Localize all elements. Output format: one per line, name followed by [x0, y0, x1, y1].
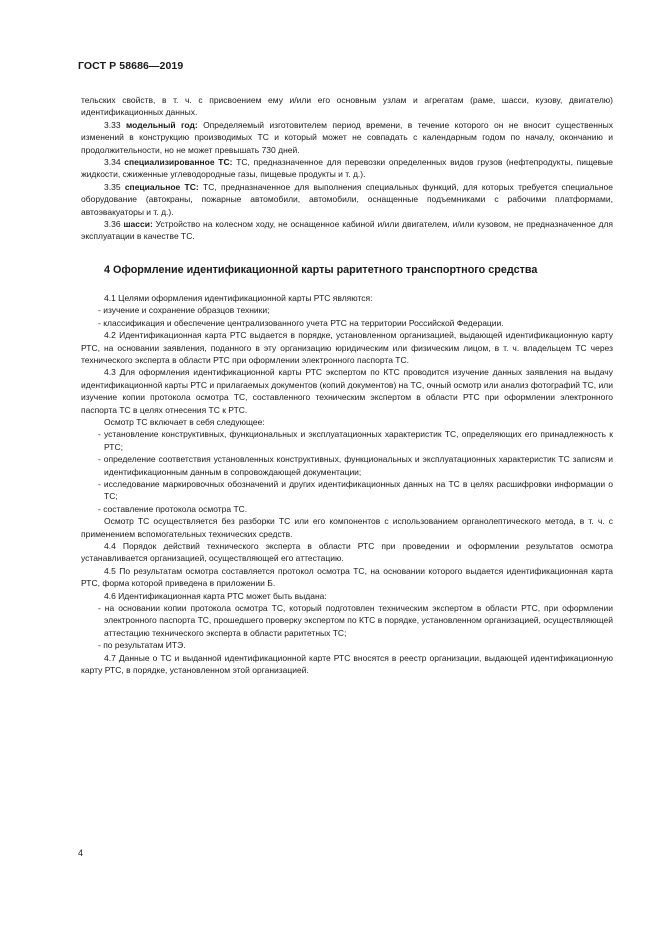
paragraph: 4.7 Данные о ТС и выданной идентификационной карте РТС вносятся в реестр организации, выдающей идентификационную карту РТС, в порядке, установленном этой организацией.	[81, 652, 613, 676]
definition-term: специальное ТС:	[124, 181, 199, 192]
definition-term: шасси:	[123, 219, 153, 230]
list-item: - исследование маркировочных обозначений и других идентификационных данных на ТС в целях расшифровки информации о ТС;	[98, 478, 613, 502]
page-number: 4	[78, 848, 84, 858]
paragraph: 4.3 Для оформления идентификационной карты РТС экспертом по КТС проводится изучение данных заявления на выдачу идентификационной карты РТС и прилагаемых документов (копий документов) на ТС, очный осмотр или анализ фотографий ТС, или изучение копии протокола осмотра ТС, составленного техническим экспертом в области РТС при оформлении электронного паспорта ТС в целях отнесения ТС к РТС.	[81, 367, 613, 415]
paragraph: 4.1 Целями оформления идентификационной карты РТС являются:	[104, 292, 373, 303]
list-item: - на основании копии протокола осмотра ТС, который подготовлен техническим экспертом в области РТС, при оформлении электронного паспорта ТС, прошедшего проверку экспертом по КТС в порядке, установленном организацией, осуществляющей аттестацию технического эксперта в области раритетных ТС;	[98, 603, 613, 638]
definition-term: специализированное ТС:	[124, 157, 233, 168]
section-heading: 4 Оформление идентификационной карты раритетного транспортного средства	[104, 263, 538, 276]
list-item: - установление конструктивных, функциональных и эксплуатационных характеристик ТС, определяющих его принадлежность к РТС;	[98, 429, 613, 452]
document-body	[81, 94, 613, 676]
definition-number: 3.35	[104, 181, 125, 192]
paragraph: 4.5 По результатам осмотра составляется протокол осмотра ТС, на основании которого выдается идентификационная карта РТС, форма которой приведена в приложении Б.	[81, 565, 613, 589]
definition-paragraph	[81, 156, 613, 181]
definition-text: ТС, предназначенное для выполнения специальных функций, для которых требуется специальное оборудование (автокраны, пожарные автомобили, автомобили, оснащенные подъемниками с рабочими платформами, автоэвакуаторы и т. д.).	[81, 181, 613, 217]
definition-paragraph	[81, 218, 613, 243]
definition-text: ТС, предназначенное для перевозки определенных видов грузов (нефтепродукты, пищевые жидкости, сжиженные углеводородные газы, пищевые продукты и т. д.).	[81, 157, 614, 180]
list-item: - составление протокола осмотра ТС.	[98, 503, 248, 514]
list-item: - определение соответствия установленных конструктивных, функциональных и эксплуатационных характеристик ТС записям и идентификационным данным в сопровождающей документации;	[98, 454, 613, 477]
paragraph: 4.6 Идентификационная карта РТС может быть выдана:	[104, 590, 327, 601]
definition-paragraph	[81, 119, 613, 156]
paragraph: Осмотр ТС осуществляется без разборки ТС или его компонентов с использованием органолептического метода, в т. ч. с применением вспомогательных технических средств.	[81, 516, 613, 539]
definition-number: 3.34	[104, 157, 125, 168]
definition-number: 3.36	[104, 219, 124, 230]
list-item: - классификация и обеспечение централизованного учета РТС на территории Российской Федерации.	[98, 317, 504, 328]
paragraph: 4.2 Идентификационная карта РТС выдается в порядке, установленном организацией, выдающей идентификационную карту РТС, на основании заявления, поданного в эту организацию юридическим или физическим лицом, в т. ч. владельцем ТС через технического эксперта в области РТС при оформлении электронного паспорта ТС.	[81, 330, 613, 365]
document-header: ГОСТ Р 58686—2019	[78, 60, 184, 72]
list-item: - по результатам ИТЭ.	[98, 640, 186, 651]
paragraph: Осмотр ТС включает в себя следующее:	[104, 416, 265, 427]
definition-text: Определяемый изготовителем период времени, в течение которого он не вносит существенных изменений в конструкцию производимых ТС и который может не совпадать с календарным годом по началу, окончанию и продолжительности, но не может превышать 730 дней.	[81, 119, 614, 155]
paragraph: 4.4 Порядок действий технического эксперта в области РТС при проведении и оформлении результатов осмотра устанавливается организацией, осуществляющей его аттестацию.	[81, 541, 613, 564]
definition-text: Устройство на колесном ходу, не оснащенное кабиной и/или двигателем, и/или кузовом, не предназначенное для эксплуатации в качестве ТС.	[81, 219, 614, 242]
definition-term: модельный год:	[125, 119, 198, 130]
definition-number: 3.33	[104, 119, 126, 130]
definition-paragraph	[81, 181, 613, 218]
list-item: - изучение и сохранение образцов техники;	[98, 305, 270, 316]
paragraph: тельских свойств, в т. ч. с присвоением ему и/или его основным узлам и агрегатам (раме, шасси, кузову, двигателю) идентификационных данных.	[81, 95, 613, 118]
